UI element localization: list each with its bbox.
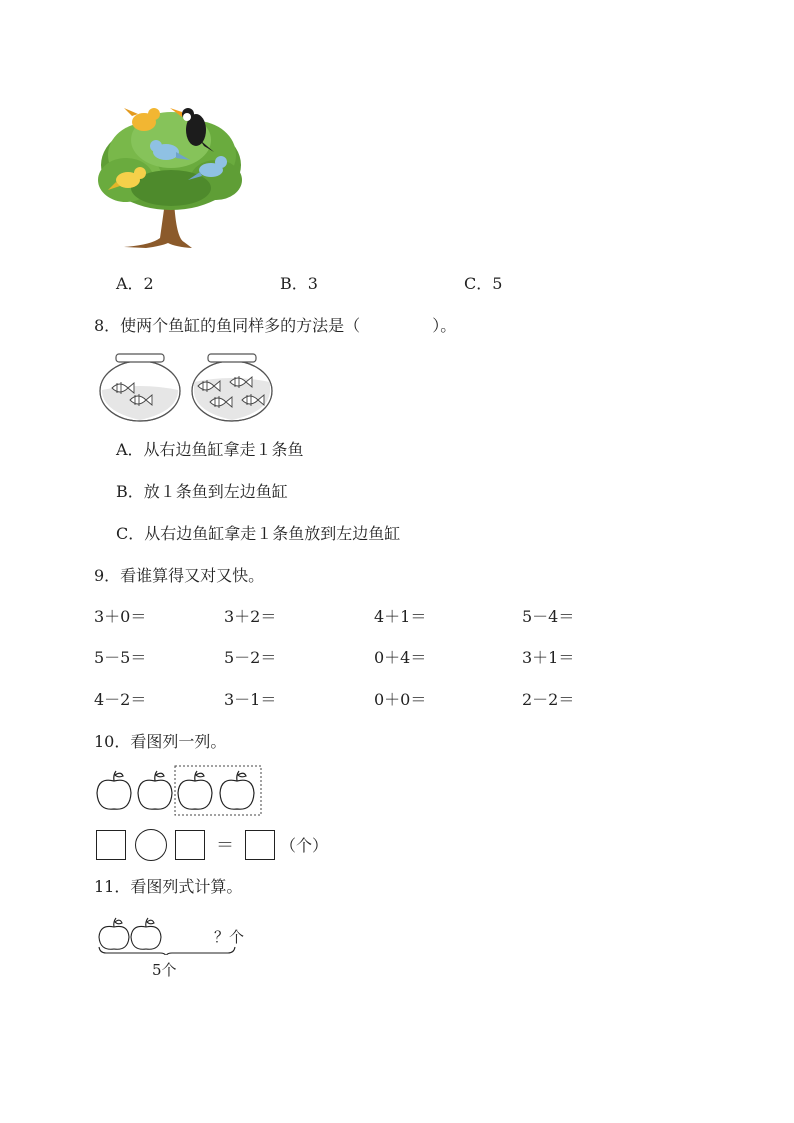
q10-unit: （个） — [280, 836, 329, 855]
q11-total-label: 5个 — [152, 961, 177, 979]
q7-option-c[interactable]: C．5 — [464, 274, 503, 293]
q8-stem — [94, 316, 456, 336]
q9-problem-r2c4: 3＋1＝ — [522, 648, 575, 667]
q9-problem-r2c1: 5－5＝ — [94, 648, 147, 667]
q9-problem-r2c2: 5－2＝ — [224, 648, 277, 667]
q9-problem-r1c1: 3＋0＝ — [94, 607, 147, 626]
fishbowl-right — [190, 352, 274, 422]
q8-option-b[interactable]: B．放１条鱼到左边鱼缸 — [116, 482, 288, 501]
q9-stem: 9．看谁算得又对又快。 — [94, 566, 265, 585]
fishbowl-left — [98, 352, 182, 422]
q10-answer-box-3[interactable] — [245, 830, 275, 860]
q9-problem-r1c4: 5－4＝ — [522, 607, 575, 626]
q8-stem-end: ）。 — [432, 316, 457, 335]
q7-option-a[interactable]: A．2 — [116, 274, 154, 293]
q9-problem-r3c2: 3－1＝ — [224, 690, 277, 709]
q8-option-c[interactable]: C．从右边鱼缸拿走１条鱼放到左边鱼缸 — [116, 524, 401, 543]
q9-problem-r2c3: 0＋4＝ — [374, 648, 427, 667]
q11-stem: 11．看图列式计算。 — [94, 877, 243, 896]
q11-question-label: ？个 — [214, 928, 245, 946]
q9-problem-r3c4: 2－2＝ — [522, 690, 575, 709]
tree-birds-illustration — [96, 100, 246, 255]
q10-answer-box-1[interactable] — [96, 830, 126, 860]
q8-option-a[interactable]: A．从右边鱼缸拿走１条鱼 — [116, 440, 304, 459]
q9-problem-r3c3: 0＋0＝ — [374, 690, 427, 709]
q10-answer-box-2[interactable] — [175, 830, 205, 860]
q10-stem: 10．看图列一列。 — [94, 732, 227, 751]
q10-apples-illustration — [94, 765, 264, 817]
q9-problem-r1c2: 3＋2＝ — [224, 607, 277, 626]
q9-problem-r3c1: 4－2＝ — [94, 690, 147, 709]
q9-problem-r1c3: 4＋1＝ — [374, 607, 427, 626]
q7-option-b[interactable]: B．3 — [280, 274, 318, 293]
q10-equals-sign: ＝ — [216, 835, 234, 856]
q10-answer-circle[interactable] — [135, 829, 167, 861]
q8-stem-text: 8．使两个鱼缸的鱼同样多的方法是（ — [94, 316, 361, 335]
